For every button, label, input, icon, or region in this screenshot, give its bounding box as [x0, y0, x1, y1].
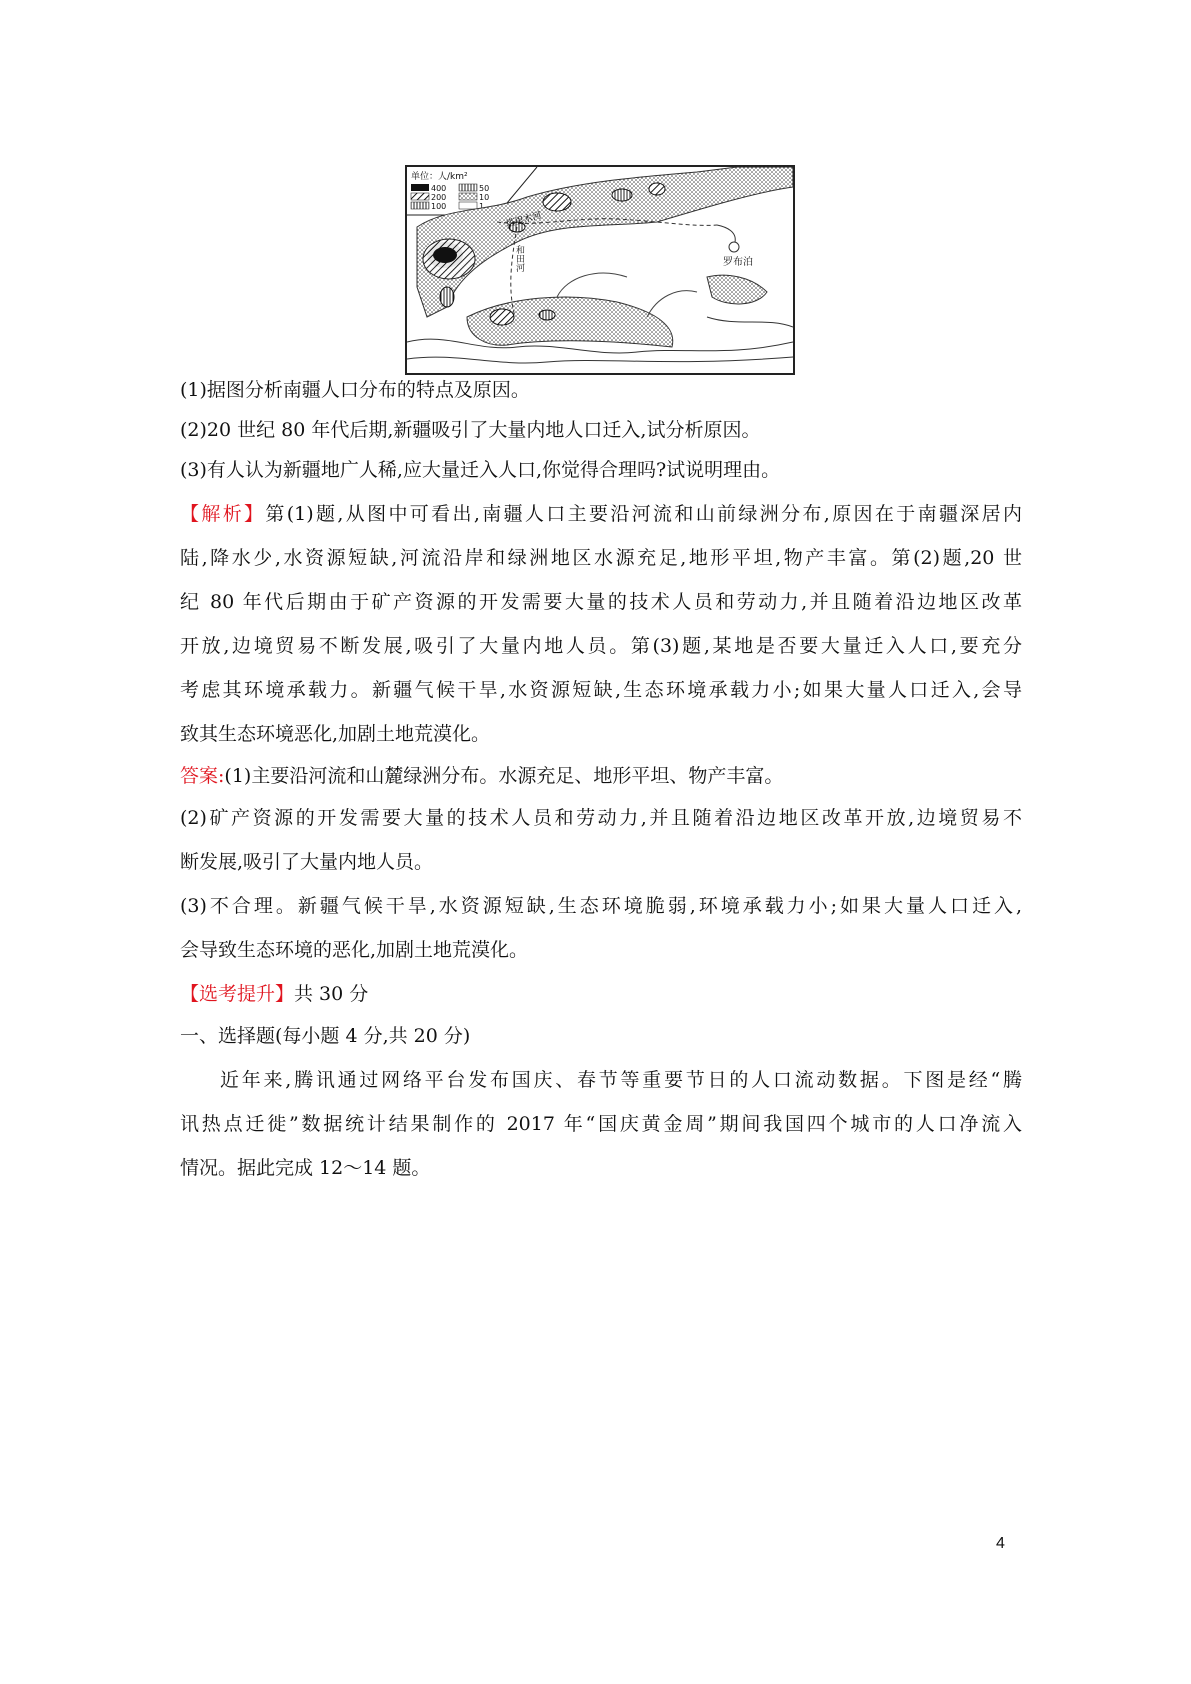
analysis-text-1: 第(1)题,从图中可看出,南疆人口主要沿河流和山前绿洲分布,原因在于南疆深居内: [265, 503, 1022, 525]
answer-line-1: [180, 764, 1022, 788]
intro-line-1: 近年来,腾讯通过网络平台发布国庆、春节等重要节日的人口流动数据。下图是经“腾: [220, 1069, 1022, 1091]
legend-10: 10: [479, 193, 490, 202]
label-hotan-river: 和田河: [514, 245, 524, 272]
legend-50: 50: [479, 184, 490, 193]
map-legend: [411, 170, 489, 211]
answer-text-1: (1)主要沿河流和山麓绿洲分布。水源充足、地形平坦、物产丰富。: [224, 765, 784, 787]
question-2: (2)20 世纪 80 年代后期,新疆吸引了大量内地人口迁入,试分析原因。: [180, 419, 761, 441]
legend-100: 100: [431, 202, 447, 211]
section-score: 共 30 分: [294, 983, 369, 1005]
answer-line-4: (3)不合理。新疆气候干旱,水资源短缺,生态环境脆弱,环境承载力小;如果大量人口迁入,: [180, 895, 1022, 917]
analysis-line-6: 致其生态环境恶化,加剧土地荒漠化。: [180, 723, 491, 745]
population-density-map: [405, 165, 795, 375]
section-tag: 【选考提升】: [180, 983, 295, 1005]
page-number: 4: [996, 1535, 1005, 1552]
label-tarim-river: 塔里木河: [505, 210, 543, 230]
analysis-line-2: 陆,降水少,水资源短缺,河流沿岸和绿洲地区水源充足,地形平坦,物产丰富。第(2)题,20 世: [180, 547, 1022, 569]
question-1: (1)据图分析南疆人口分布的特点及原因。: [180, 379, 530, 401]
intro-line-3: 情况。据此完成 12～14 题。: [180, 1157, 431, 1179]
analysis-tag: 【解析】: [180, 503, 266, 525]
map-unit-label: 单位：人/km²: [411, 172, 468, 182]
answer-line-3: 断发展,吸引了大量内地人员。: [180, 851, 434, 873]
section-part-1: 一、选择题(每小题 4 分,共 20 分): [180, 1025, 471, 1047]
intro-line-2: 讯热点迁徙”数据统计结果制作的 2017 年“国庆黄金周”期间我国四个城市的人口净流入: [180, 1113, 1022, 1135]
map-drawing: [407, 167, 793, 373]
answer-line-2: (2)矿产资源的开发需要大量的技术人员和劳动力,并且随着沿边地区改革开放,边境贸易不: [180, 807, 1022, 829]
analysis-line-5: 考虑其环境承载力。新疆气候干旱,水资源短缺,生态环境承载力小;如果大量人口迁入,会导: [180, 679, 1022, 701]
answer-tag: 答案:: [180, 765, 225, 787]
analysis-line-1: [180, 502, 1022, 526]
legend-400: 400: [431, 184, 447, 193]
answer-line-5: 会导致生态环境的恶化,加剧土地荒漠化。: [180, 939, 529, 961]
label-lop-nur: 罗布泊: [723, 257, 753, 268]
analysis-line-3: 纪 80 年代后期由于矿产资源的开发需要大量的技术人员和劳动力,并且随着沿边地区改革: [180, 591, 1022, 613]
legend-200: 200: [431, 193, 447, 202]
section-header: [180, 982, 1022, 1006]
legend-1: 1: [479, 202, 485, 211]
question-3: (3)有人认为新疆地广人稀,应大量迁入人口,你觉得合理吗?试说明理由。: [180, 459, 781, 481]
analysis-line-4: 开放,边境贸易不断发展,吸引了大量内地人员。第(3)题,某地是否要大量迁入人口,要充分: [180, 635, 1022, 657]
